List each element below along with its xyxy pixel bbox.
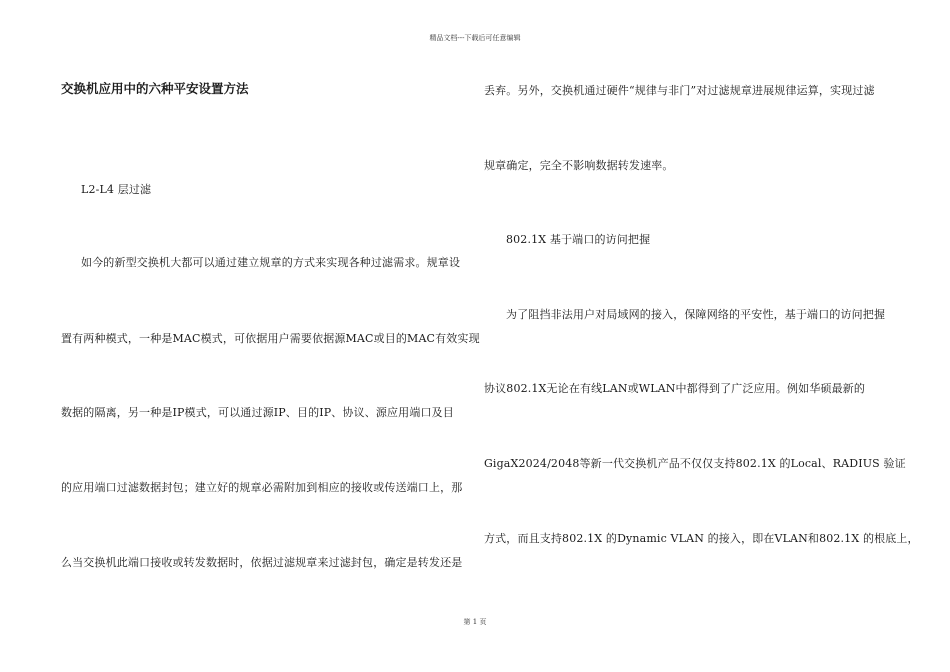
section-heading-l2-l4: L2-L4 层过滤 bbox=[81, 183, 152, 196]
paragraph-line: 丢弃。另外，交换机通过硬件“规律与非门”对过滤规章进展规律运算，实现过滤 bbox=[484, 84, 875, 97]
paragraph-line: 规章确定，完全不影响数据转发速率。 bbox=[484, 159, 674, 172]
paragraph-line: 方式，而且支持802.1X 的Dynamic VLAN 的接入，即在VLAN和802.1X 的根底上， bbox=[484, 532, 919, 545]
document-title: 交换机应用中的六种平安设置方法 bbox=[61, 81, 249, 96]
paragraph-line: GigaX2024/2048等新一代交换机产品不仅仅支持802.1X 的Local、RADIUS 验证 bbox=[484, 457, 906, 470]
paragraph-line: 置有两种模式，一种是MAC模式，可依据用户需要依据源MAC或目的MAC有效实现 bbox=[61, 332, 480, 345]
page-header: 精品文档---下载后可任意编辑 bbox=[429, 34, 521, 42]
paragraph-line: 么当交换机此端口接收或转发数据时，依据过滤规章来过滤封包，确定是转发还是 bbox=[61, 556, 463, 569]
page-footer: 第 1 页 bbox=[463, 618, 487, 626]
paragraph-line: 如今的新型交换机大都可以通过建立规章的方式来实现各种过滤需求。规章设 bbox=[81, 256, 461, 269]
paragraph-line: 数据的隔离，另一种是IP模式，可以通过源IP、目的IP、协议、源应用端口及目 bbox=[61, 406, 454, 419]
paragraph-line: 为了阻挡非法用户对局域网的接入，保障网络的平安性，基于端口的访问把握 bbox=[506, 308, 886, 321]
paragraph-line: 协议802.1X无论在有线LAN或WLAN中都得到了广泛应用。例如华硕最新的 bbox=[484, 382, 866, 395]
section-heading-8021x: 802.1X 基于端口的访问把握 bbox=[506, 233, 651, 246]
paragraph-line: 的应用端口过滤数据封包；建立好的规章必需附加到相应的接收或传送端口上，那 bbox=[61, 481, 463, 494]
